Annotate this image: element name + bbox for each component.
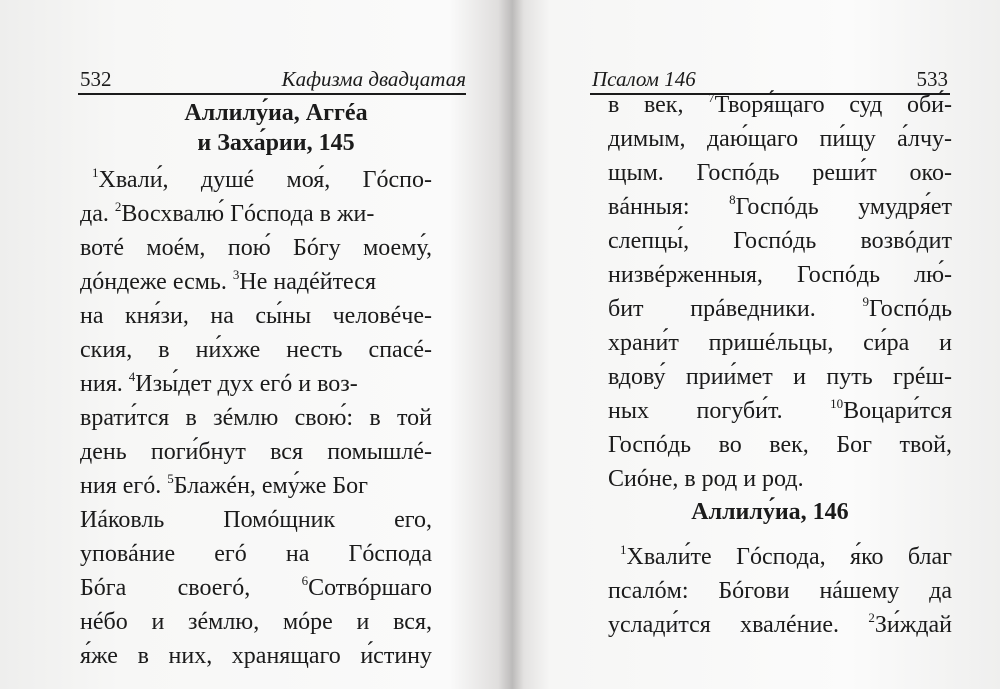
verse-number: 1 (92, 165, 99, 180)
text-line (620, 540, 952, 574)
verse-text: Сотвóршаго (308, 575, 432, 601)
text-line (80, 299, 432, 333)
verse-text: Госпóдь во век, Бог твой, (608, 432, 952, 458)
verse-text: Госпóдь (869, 296, 953, 322)
text-line (80, 197, 432, 231)
text-line (608, 258, 952, 292)
verse-text: услади́тся хвалéние. (608, 612, 839, 638)
psalm-145-title (116, 98, 436, 158)
left-running-head: Кафизма двадцатая (281, 67, 466, 91)
verse-text: Восхвалю́ Гóспода в жи- (121, 201, 375, 227)
verse-text: нéбо и зéмлю, мóре и вся, (80, 609, 432, 635)
text-line (608, 224, 952, 258)
verse-number: 5 (167, 471, 174, 486)
left-page (0, 0, 498, 689)
verse-text: ных погуби́т. (608, 398, 783, 424)
left-page-number: 532 (80, 67, 112, 91)
text-line (608, 462, 952, 496)
verse-text: димым, даю́щаго пи́щу а́лчу- (608, 126, 952, 152)
text-line (608, 394, 952, 428)
verse-number: 9 (862, 294, 869, 309)
verse-text: псалóм: Бóгови нáшему да (608, 578, 952, 604)
text-line (92, 163, 432, 197)
verse-text: да. (80, 201, 109, 227)
verse-number: 7 (708, 90, 715, 105)
psalm-146-title: Аллилу́иа, 146 (691, 499, 849, 525)
verse-text: Воцари́тся (843, 398, 952, 424)
verse-number: 8 (729, 192, 736, 207)
verse-text: я́же в них, хранящаго и́стину (80, 643, 432, 669)
right-running-head: Псалом 146 (592, 67, 696, 91)
verse-number: 10 (830, 396, 844, 411)
left-page-header (78, 67, 466, 95)
text-line (608, 292, 952, 326)
verse-number: 2 (868, 610, 875, 625)
right-page-number: 533 (916, 67, 948, 91)
text-line (80, 503, 432, 537)
text-line (80, 639, 432, 673)
verse-number: 3 (232, 267, 240, 282)
text-line (80, 469, 432, 503)
verse-text: храни́т пришéльцы, си́ра и (608, 330, 952, 356)
verse-text: день поги́бнут вся помышлé- (80, 439, 432, 465)
verse-number: 1 (620, 542, 627, 557)
text-line (608, 428, 952, 462)
verse-text: Иáковль Помóщник его, (80, 507, 432, 533)
verse-text: вотé моéм, пою́ Бóгу моему́, (80, 235, 432, 261)
verse-text: дóндеже есмь. (80, 269, 227, 295)
verse-number: 4 (128, 369, 136, 384)
text-line (80, 265, 432, 299)
verse-text: Творя́щаго суд оби́- (714, 92, 952, 118)
verse-text: Хвали́, душé моя́, Гóспо- (98, 167, 432, 193)
book-gutter (498, 0, 524, 689)
verse-text: слепцы́, Госпóдь возвóдит (608, 228, 952, 254)
verse-text: Хвали́те Гóспода, я́ко благ (626, 544, 952, 570)
text-line (80, 231, 432, 265)
text-line (608, 190, 952, 224)
text-line (80, 435, 432, 469)
text-line (608, 326, 952, 360)
verse-text: уповáние егó на Гóспода (80, 541, 432, 567)
verse-text: ния. (80, 371, 123, 397)
text-line (608, 574, 952, 608)
verse-text: щым. Госпóдь реши́т око- (608, 160, 952, 186)
verse-text: Зи́ждай (874, 612, 952, 638)
verse-text: вдову́ прии́мет и путь грéш- (608, 364, 952, 390)
verse-text: Сиóне, в род и род. (608, 466, 804, 492)
psalm-145-title-line: и Заха́рии, 145 (197, 130, 355, 156)
verse-text: низвéрженныя, Госпóдь лю́- (608, 262, 952, 288)
text-line (608, 156, 952, 190)
text-line (608, 88, 952, 122)
verse-text: Блажéн, ему́же Бог (173, 473, 368, 499)
text-line (80, 571, 432, 605)
verse-text: в век, (608, 92, 684, 118)
text-line (608, 122, 952, 156)
verse-text: Изы́дет дух егó и воз- (135, 371, 358, 397)
verse-number: 2 (114, 199, 122, 214)
text-line (80, 367, 432, 401)
verse-text: Госпóдь умудря́ет (735, 194, 952, 220)
verse-text: Бóга своегó, (80, 575, 251, 601)
verse-text: Не надéйтеся (239, 269, 376, 295)
verse-text: на кня́зи, на сы́ны человéче- (80, 303, 432, 329)
verse-text: ския, в ни́хже несть спасé- (80, 337, 432, 363)
verse-number: 6 (301, 573, 309, 588)
text-line (80, 605, 432, 639)
text-line (80, 333, 432, 367)
psalm-145-title-line: Аллилу́иа, Аггéа (184, 100, 368, 126)
verse-text: вáнныя: (608, 194, 690, 220)
text-line (608, 608, 952, 642)
text-line (608, 360, 952, 394)
verse-text: врати́тся в зéмлю свою́: в той (80, 405, 432, 431)
right-page (524, 0, 1000, 689)
text-line (80, 401, 432, 435)
verse-text: ния егó. (80, 473, 162, 499)
verse-text: бит прáведники. (608, 296, 816, 322)
text-line (80, 537, 432, 571)
